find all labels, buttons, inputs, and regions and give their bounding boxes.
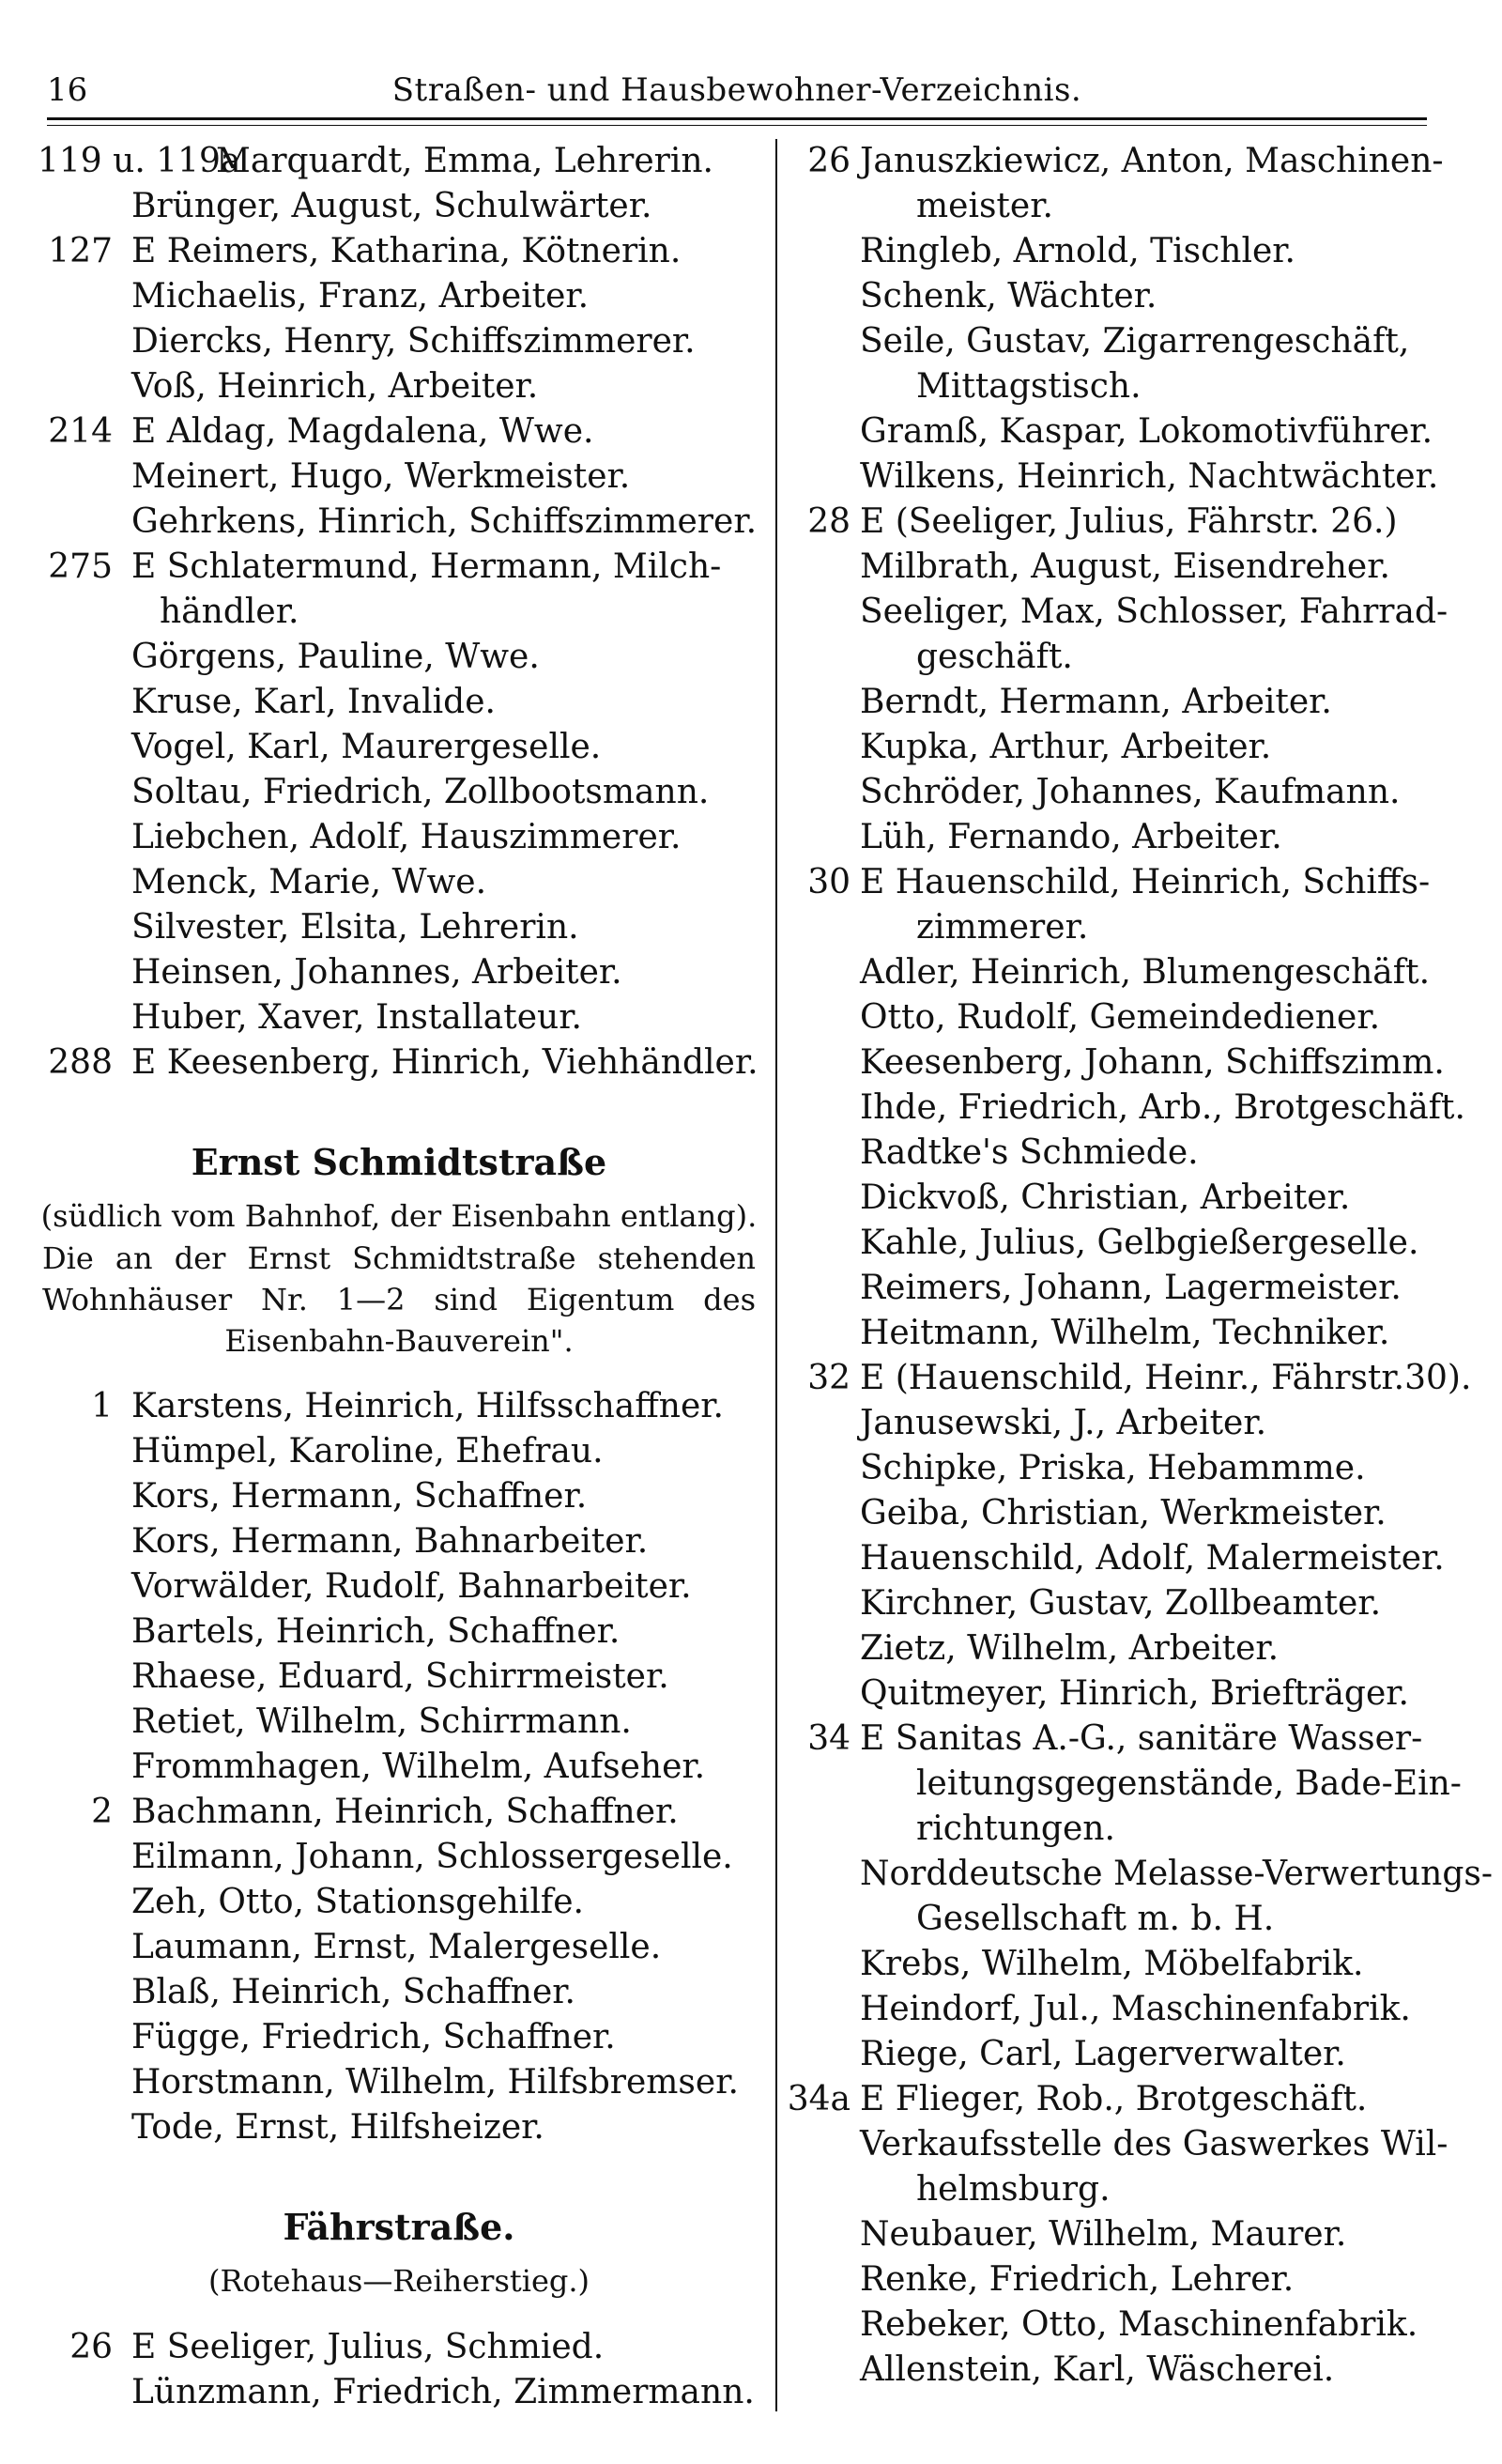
resident-text: Kahle, Julius, Gelbgießergeselle.: [860, 1224, 1419, 1262]
resident-text: Milbrath, August, Eisendreher.: [860, 547, 1390, 586]
directory-entry: [785, 1717, 1461, 1762]
resident-text: leitungsgegenstände, Bade-Ein-: [916, 1764, 1462, 1803]
directory-entry: [38, 545, 760, 590]
directory-entry: [785, 184, 1461, 229]
resident-text: Görgens, Pauline, Wwe.: [131, 638, 540, 676]
left-entries-top: [38, 139, 760, 1086]
resident-text: Otto, Rudolf, Gemeindediener.: [860, 998, 1381, 1037]
resident-text: Schipke, Priska, Hebammme.: [860, 1449, 1366, 1487]
resident-text: Karstens, Heinrich, Hilfsschaffner.: [131, 1387, 724, 1425]
directory-entry: [38, 1040, 760, 1086]
notice-line: Die an der Ernst Schmidtstraße stehenden: [42, 1240, 756, 1276]
notice-line: Eisenbahn-Bauverein".: [224, 1323, 574, 1359]
resident-text: richtungen.: [916, 1810, 1115, 1848]
resident-text: E Schlatermund, Hermann, Milch-: [131, 547, 722, 586]
resident-text: Seile, Gustav, Zigarrengeschäft,: [860, 322, 1410, 361]
directory-entry: [785, 1807, 1461, 1852]
resident-text: Krebs, Wilhelm, Möbelfabrik.: [860, 1945, 1364, 1983]
header-rule-thin: [47, 125, 1427, 126]
directory-entry: [785, 1176, 1461, 1221]
resident-text: Hauenschild, Adolf, Malermeister.: [860, 1539, 1445, 1578]
directory-entry: [785, 1131, 1461, 1176]
directory-entry: [38, 680, 760, 725]
resident-text: Norddeutsche Melasse-Verwertungs-: [860, 1855, 1493, 1893]
directory-entry: [38, 770, 760, 815]
resident-text: händler.: [160, 593, 299, 631]
directory-entry: [785, 1266, 1461, 1311]
directory-entry: [38, 319, 760, 364]
directory-entry: [38, 2015, 760, 2060]
directory-entry: [785, 590, 1461, 635]
directory-entry: [38, 725, 760, 770]
resident-text: Kors, Hermann, Schaffner.: [131, 1477, 588, 1516]
directory-entry: [38, 139, 760, 184]
directory-entry: [785, 1626, 1461, 1671]
resident-text: Vorwälder, Rudolf, Bahnarbeiter.: [131, 1567, 692, 1606]
resident-text: E (Hauenschild, Heinr., Fährstr.30).: [860, 1359, 1472, 1397]
directory-entry: [785, 1221, 1461, 1266]
resident-text: Schröder, Johannes, Kaufmann.: [860, 773, 1401, 811]
directory-entry: [38, 1745, 760, 1790]
directory-entry: [785, 319, 1461, 364]
directory-entry: [38, 500, 760, 545]
resident-text: Diercks, Henry, Schiffszimmerer.: [131, 322, 696, 361]
resident-text: Gramß, Kaspar, Lokomotivführer.: [860, 412, 1433, 451]
directory-entry: [38, 229, 760, 274]
house-number: 1: [91, 1387, 113, 1425]
resident-text: Adler, Heinrich, Blumengeschäft.: [860, 953, 1431, 992]
directory-entry: [785, 1356, 1472, 1401]
directory-entry: [38, 184, 760, 229]
left-column: [38, 139, 760, 2415]
directory-entry: [785, 1987, 1461, 2032]
directory-entry: [38, 1880, 760, 1925]
resident-text: Silvester, Elsita, Lehrerin.: [131, 908, 579, 947]
house-number: 32: [807, 1359, 851, 1397]
resident-text: Schenk, Wächter.: [860, 277, 1157, 316]
directory-entry: [785, 635, 1461, 680]
directory-entry: [785, 950, 1461, 995]
directory-entry: [38, 1519, 760, 1564]
directory-entry: [38, 1564, 760, 1609]
resident-text: Zeh, Otto, Stationsgehilfe.: [131, 1883, 584, 1921]
resident-text: E (Seeliger, Julius, Fährstr. 26.): [860, 502, 1398, 541]
directory-entry: [785, 545, 1461, 590]
resident-text: Menck, Marie, Wwe.: [131, 863, 487, 901]
resident-text: Blaß, Heinrich, Schaffner.: [131, 1973, 575, 2011]
directory-entry: [785, 1311, 1461, 1356]
section-heading-faehrstrasse: Fährstraße.: [283, 2206, 515, 2248]
directory-entry: [38, 815, 760, 860]
resident-text: meister.: [916, 187, 1053, 225]
directory-entry: [38, 635, 760, 680]
resident-text: Kupka, Arthur, Arbeiter.: [860, 728, 1272, 766]
directory-entry: [785, 1581, 1461, 1626]
resident-text: Zietz, Wilhelm, Arbeiter.: [860, 1629, 1280, 1668]
resident-text: helmsburg.: [916, 2170, 1111, 2209]
resident-text: E Hauenschild, Heinrich, Schiffs-: [860, 863, 1431, 901]
house-number: 34: [807, 1719, 851, 1758]
directory-entry: [785, 725, 1461, 770]
resident-text: Voß, Heinrich, Arbeiter.: [131, 367, 539, 406]
directory-entry: [38, 1609, 760, 1655]
directory-entry: [785, 2077, 1461, 2122]
house-number: 127: [48, 232, 113, 270]
resident-text: Heinsen, Johannes, Arbeiter.: [131, 953, 622, 992]
resident-text: Heitmann, Wilhelm, Techniker.: [860, 1314, 1390, 1352]
resident-text: Kruse, Karl, Invalide.: [131, 683, 496, 721]
resident-text: Seeliger, Max, Schlosser, Fahrrad-: [860, 593, 1448, 631]
resident-text: Lünzmann, Friedrich, Zimmermann.: [131, 2373, 755, 2411]
directory-entry: [785, 1401, 1461, 1446]
directory-entry: [785, 2032, 1461, 2077]
page-header: [47, 64, 1427, 120]
resident-text: Bachmann, Heinrich, Schaffner.: [131, 1793, 679, 1831]
directory-entry: [785, 454, 1461, 500]
directory-entry: [38, 454, 760, 500]
directory-entry: [38, 2105, 760, 2150]
house-number: 275: [48, 547, 113, 586]
directory-entry: [785, 2167, 1461, 2212]
resident-text: Lüh, Fernando, Arbeiter.: [860, 818, 1282, 856]
resident-text: Quitmeyer, Hinrich, Briefträger.: [860, 1674, 1409, 1713]
directory-entry: [38, 2325, 760, 2370]
directory-entry: [38, 364, 760, 409]
resident-text: Dickvoß, Christian, Arbeiter.: [860, 1178, 1351, 1217]
directory-entry: [785, 905, 1461, 950]
resident-text: Meinert, Hugo, Werkmeister.: [131, 457, 631, 496]
directory-entry: [785, 680, 1461, 725]
directory-entry: [38, 2370, 760, 2415]
resident-text: Frommhagen, Wilhelm, Aufseher.: [131, 1748, 706, 1786]
right-entries: [785, 139, 1493, 2393]
resident-text: Verkaufsstelle des Gaswerkes Wil-: [860, 2125, 1448, 2164]
house-number: 288: [48, 1043, 113, 1082]
directory-entry: [785, 1446, 1461, 1491]
directory-entry: [785, 815, 1461, 860]
directory-entry: [785, 1671, 1461, 1717]
resident-text: Geiba, Christian, Werkmeister.: [860, 1494, 1387, 1532]
notice-line: Wohnhäuser Nr. 1—2 sind Eigentum des: [42, 1282, 756, 1317]
directory-entry: [785, 1762, 1461, 1807]
directory-entry: [38, 1700, 760, 1745]
resident-text: Renke, Friedrich, Lehrer.: [860, 2260, 1295, 2299]
house-number: 119 u. 119a: [38, 142, 241, 180]
resident-text: E Reimers, Katharina, Kötnerin.: [131, 232, 682, 270]
resident-text: Wilkens, Heinrich, Nachtwächter.: [860, 457, 1439, 496]
resident-text: Keesenberg, Johann, Schiffszimm.: [860, 1043, 1445, 1082]
directory-entry: [785, 1536, 1461, 1581]
house-number: 34a: [787, 2080, 851, 2118]
resident-text: Gesellschaft m. b. H.: [916, 1900, 1275, 1938]
resident-text: Függe, Friedrich, Schaffner.: [131, 2018, 616, 2056]
directory-entry: [38, 590, 760, 635]
spacer: [38, 2150, 760, 2195]
directory-entry: [38, 1655, 760, 1700]
directory-entry: [785, 860, 1461, 905]
resident-text: Marquardt, Emma, Lehrerin.: [216, 142, 713, 180]
resident-text: Reimers, Johann, Lagermeister.: [860, 1269, 1402, 1307]
resident-text: Kirchner, Gustav, Zollbeamter.: [860, 1584, 1382, 1623]
resident-text: Allenstein, Karl, Wäscherei.: [860, 2350, 1335, 2389]
resident-text: Kors, Hermann, Bahnarbeiter.: [131, 1522, 649, 1561]
resident-text: Horstmann, Wilhelm, Hilfsbremser.: [131, 2063, 739, 2102]
resident-text: Ihde, Friedrich, Arb., Brotgeschäft.: [860, 1088, 1465, 1127]
resident-text: Gehrkens, Hinrich, Schiffszimmerer.: [131, 502, 758, 541]
directory-entry: [38, 1790, 760, 1835]
directory-entry: [785, 995, 1461, 1040]
spacer: [38, 2302, 760, 2325]
directory-entry: [785, 2257, 1461, 2302]
resident-text: Mittagstisch.: [916, 367, 1142, 406]
directory-entry: [38, 1835, 760, 1880]
house-number: 214: [48, 412, 113, 451]
directory-entry: [785, 409, 1461, 454]
resident-text: zimmerer.: [916, 908, 1089, 947]
directory-entry: [38, 905, 760, 950]
directory-entry: [785, 770, 1461, 815]
resident-text: E Aldag, Magdalena, Wwe.: [131, 412, 594, 451]
directory-entry: [785, 2122, 1461, 2167]
resident-text: Retiet, Wilhelm, Schirrmann.: [131, 1702, 632, 1741]
resident-text: E Flieger, Rob., Brotgeschäft.: [860, 2080, 1368, 2118]
resident-text: E Sanitas A.-G., sanitäre Wasser-: [860, 1719, 1423, 1758]
directory-entry: [785, 364, 1461, 409]
resident-text: Soltau, Friedrich, Zollbootsmann.: [131, 773, 710, 811]
resident-text: Laumann, Ernst, Malergeselle.: [131, 1928, 662, 1966]
directory-entry: [38, 1970, 760, 2015]
directory-entry: [38, 1384, 760, 1429]
directory-entry: [38, 1925, 760, 1970]
house-number: 2: [91, 1793, 113, 1831]
section-heading-ernst-schmidtstrasse: Ernst Schmidtstraße: [191, 1141, 607, 1183]
resident-text: Hümpel, Karoline, Ehefrau.: [131, 1432, 604, 1471]
directory-entry: [38, 950, 760, 995]
directory-entry: [785, 1942, 1461, 1987]
resident-text: Michaelis, Franz, Arbeiter.: [131, 277, 590, 316]
directory-entry: [785, 1491, 1461, 1536]
directory-entry: [785, 2302, 1461, 2348]
directory-entry: [785, 1897, 1461, 1942]
header-rule: [47, 117, 1427, 120]
resident-text: Tode, Ernst, Hilfsheizer.: [131, 2108, 544, 2147]
directory-entry: [785, 2212, 1461, 2257]
directory-entry: [38, 995, 760, 1040]
house-number: 26: [807, 142, 851, 180]
directory-entry: [38, 274, 760, 319]
house-number: 28: [807, 502, 851, 541]
left-entries-section1: [38, 1384, 760, 2150]
resident-text: E Keesenberg, Hinrich, Viehhändler.: [131, 1043, 759, 1082]
resident-text: geschäft.: [916, 638, 1073, 676]
directory-entry: [785, 139, 1461, 184]
directory-entry: [38, 860, 760, 905]
resident-text: Januszkiewicz, Anton, Maschinen-: [860, 142, 1444, 180]
spacer: [38, 1086, 760, 1131]
resident-text: Radtke's Schmiede.: [860, 1133, 1199, 1172]
resident-text: Berndt, Hermann, Arbeiter.: [860, 683, 1332, 721]
resident-text: Rhaese, Eduard, Schirrmeister.: [131, 1657, 669, 1696]
resident-text: Neubauer, Wilhelm, Maurer.: [860, 2215, 1347, 2254]
section-subtitle: (südlich vom Bahnhof, der Eisenbahn entlang).: [40, 1198, 758, 1234]
house-number: 26: [69, 2328, 113, 2366]
directory-entry: [785, 274, 1461, 319]
resident-text: Huber, Xaver, Installateur.: [131, 998, 582, 1037]
resident-text: Riege, Carl, Lagerverwalter.: [860, 2035, 1346, 2073]
resident-text: Bartels, Heinrich, Schaffner.: [131, 1612, 621, 1651]
left-entries-section2: [38, 2325, 760, 2415]
right-column: [785, 139, 1493, 2393]
directory-entry: [785, 1040, 1461, 1086]
directory-entry: [785, 229, 1461, 274]
directory-entry: [785, 500, 1461, 545]
resident-text: Vogel, Karl, Maurergeselle.: [131, 728, 602, 766]
directory-entry: [38, 1474, 760, 1519]
resident-text: E Seeliger, Julius, Schmied.: [131, 2328, 605, 2366]
resident-text: Janusewski, J., Arbeiter.: [860, 1404, 1267, 1442]
directory-entry: [785, 1086, 1465, 1131]
directory-entry: [38, 1429, 760, 1474]
resident-text: Eilmann, Johann, Schlossergeselle.: [131, 1838, 733, 1876]
column-divider: [775, 139, 777, 2411]
directory-entry: [785, 2348, 1461, 2393]
page-number: 16: [47, 71, 88, 109]
resident-text: Brünger, August, Schulwärter.: [131, 187, 652, 225]
resident-text: Ringleb, Arnold, Tischler.: [860, 232, 1295, 270]
page-title: Straßen- und Hausbewohner-Verzeichnis.: [391, 71, 1082, 109]
directory-entry: [38, 409, 760, 454]
house-number: 30: [807, 863, 851, 901]
resident-text: Liebchen, Adolf, Hauszimmerer.: [131, 818, 682, 856]
resident-text: Rebeker, Otto, Maschinenfabrik.: [860, 2305, 1418, 2344]
section-subtitle: (Rotehaus—Reiherstieg.): [207, 2263, 590, 2299]
directory-entry: [38, 2060, 760, 2105]
directory-entry: [785, 1852, 1493, 1897]
spacer: [38, 1362, 760, 1384]
resident-text: Heindorf, Jul., Maschinenfabrik.: [860, 1990, 1411, 2028]
